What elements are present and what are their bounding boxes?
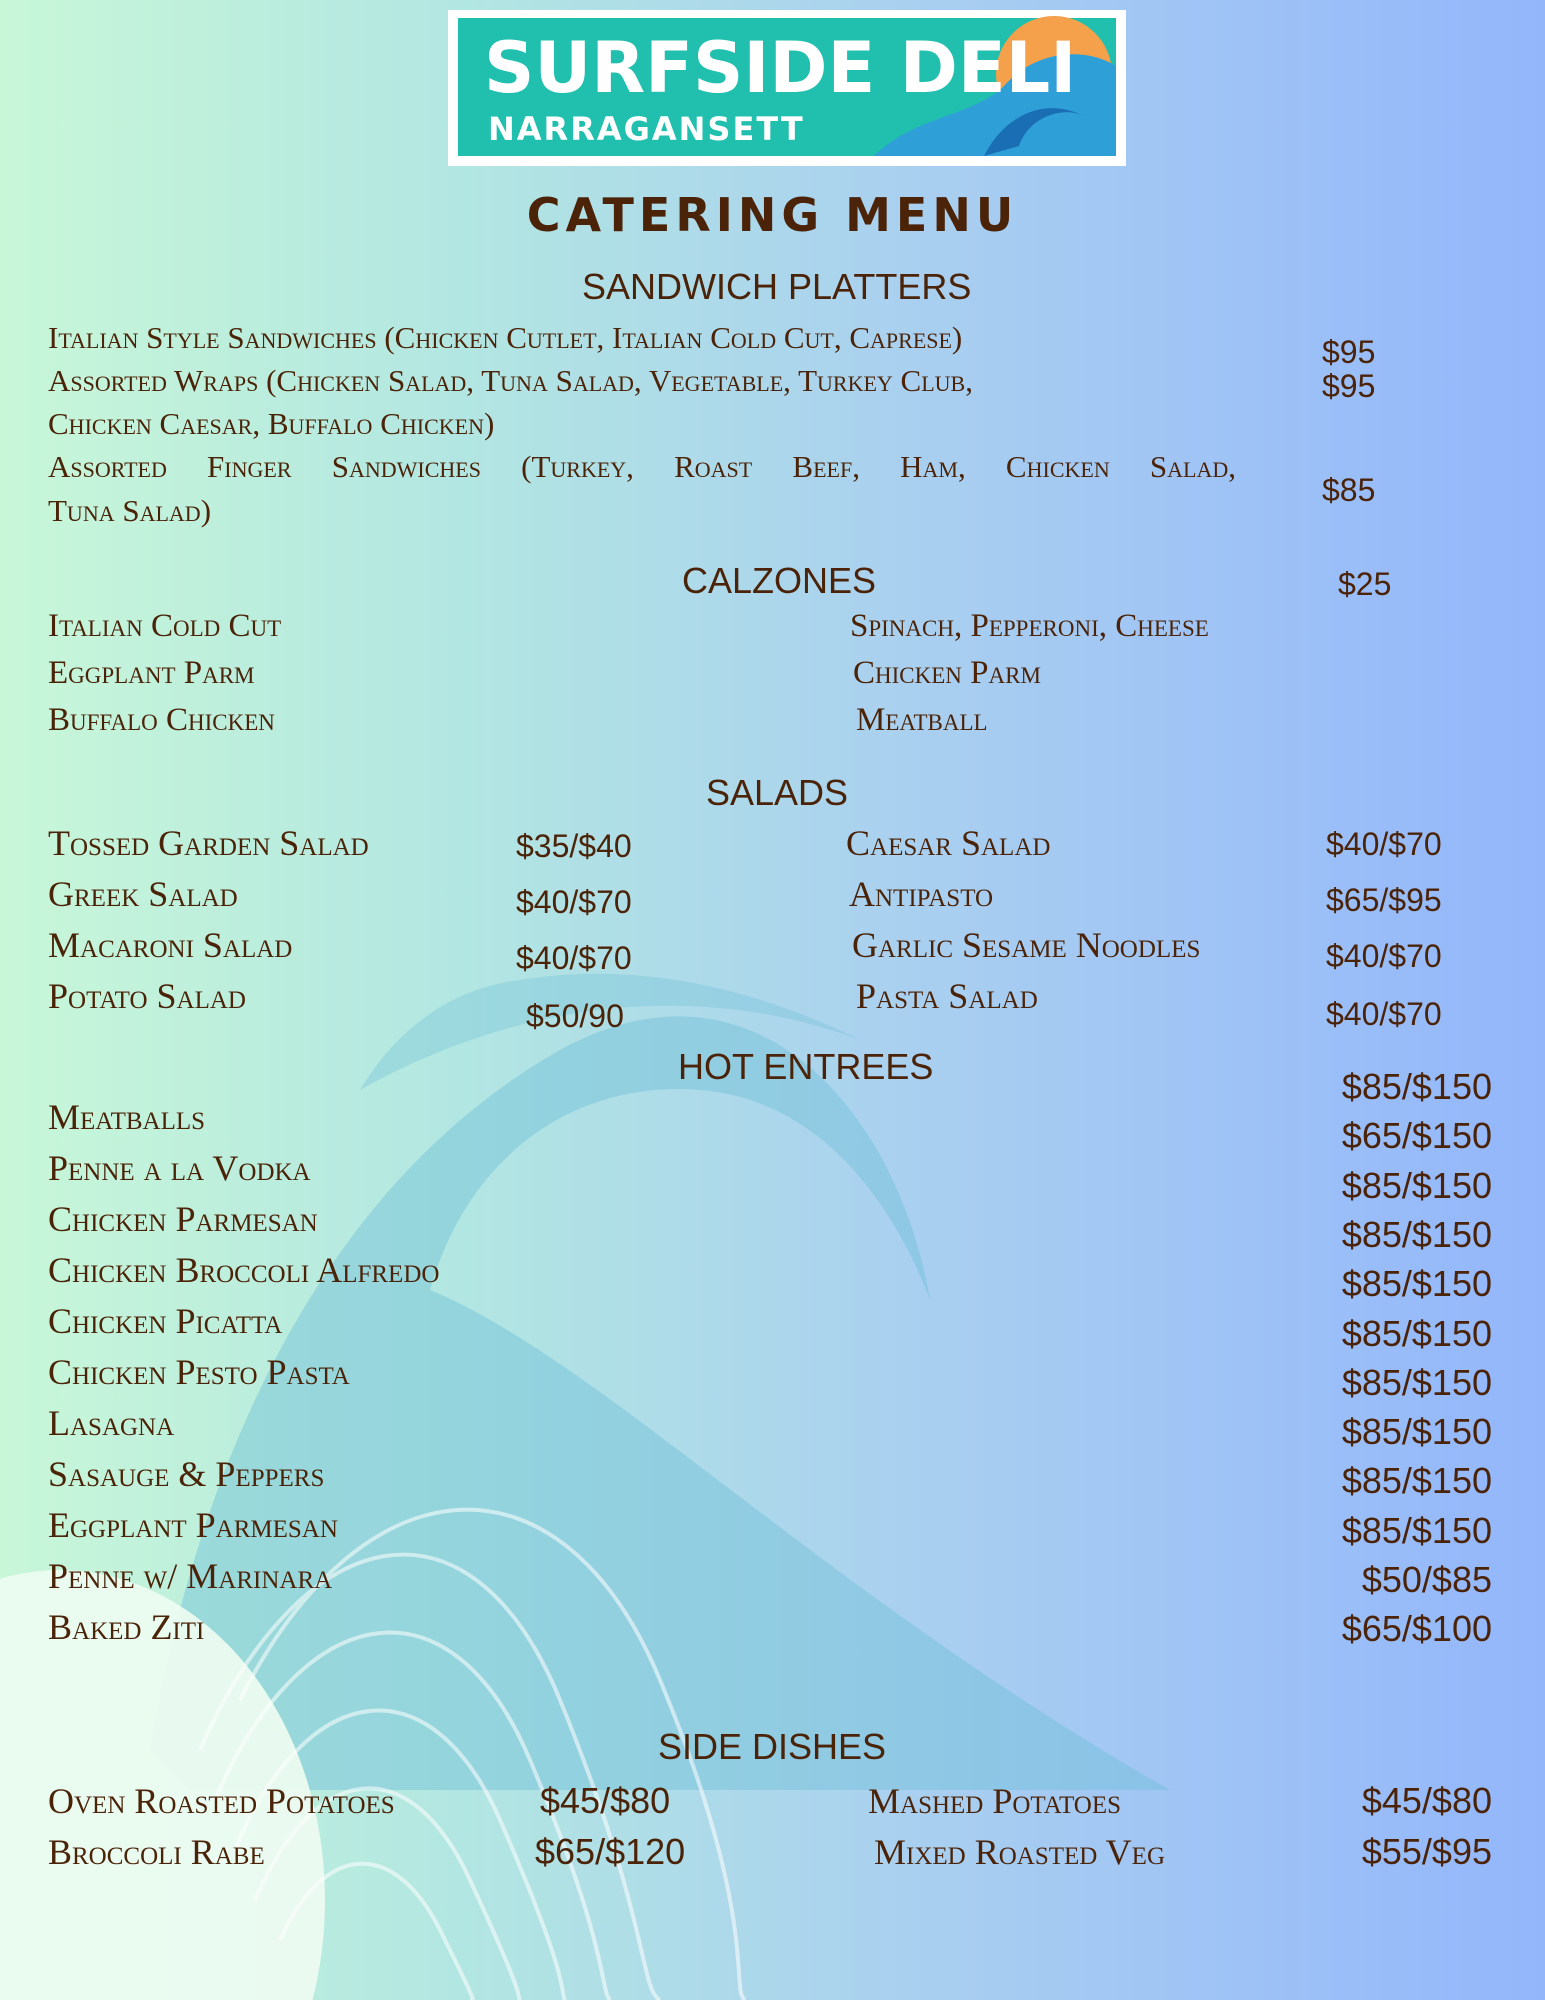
section-heading-sandwich-platters: SANDWICH PLATTERS — [582, 266, 972, 307]
logo-location: NARRAGANSETT — [488, 110, 805, 148]
side-dish-price: $45/$80 — [1361, 1780, 1492, 1821]
hot-entree-item: Lasagna — [48, 1403, 175, 1443]
side-dish-item: Broccoli Rabe — [48, 1832, 265, 1872]
hot-entree-item: Chicken Broccoli Alfredo — [48, 1250, 440, 1290]
hot-entree-item: Chicken Pesto Pasta — [48, 1352, 350, 1392]
salad-item: Caesar Salad — [846, 823, 1051, 863]
calzone-item: Italian Cold Cut — [48, 608, 282, 644]
hot-entree-price: $65/$150 — [1341, 1115, 1492, 1157]
side-dish-price: $45/$80 — [540, 1780, 671, 1821]
hot-entree-item: Penne a la Vodka — [48, 1148, 311, 1188]
hot-entree-price: $65/$100 — [1341, 1608, 1492, 1650]
hot-entree-price: $85/$150 — [1341, 1460, 1492, 1502]
hot-entree-item: Meatballs — [48, 1097, 206, 1137]
side-dish-price: $55/$95 — [1361, 1831, 1492, 1872]
calzone-item: Meatball — [856, 702, 988, 738]
section-heading-side-dishes: SIDE DISHES — [658, 1726, 887, 1767]
surfside-deli-logo — [444, 6, 1130, 170]
menu-item-name: Italian Style Sandwiches (Chicken Cutlet, Italian Cold Cut, Caprese) — [48, 320, 963, 355]
section-heading-hot-entrees: HOT ENTREES — [678, 1046, 934, 1087]
hot-entree-price: $85/$150 — [1341, 1361, 1492, 1403]
section-heading-calzones: CALZONES — [682, 560, 877, 601]
salad-item: Tossed Garden Salad — [48, 823, 369, 863]
side-dish-item: Mashed Potatoes — [868, 1781, 1122, 1821]
salad-price: $40/$70 — [516, 884, 632, 920]
menu-item-name: Assorted Wraps (Chicken Salad, Tuna Salad, Vegetable, Turkey Club, — [48, 363, 973, 398]
hot-entree-item: Sasauge & Peppers — [48, 1454, 325, 1494]
hot-entree-price: $85/$150 — [1341, 1213, 1492, 1255]
hot-entree-item: Chicken Picatta — [48, 1301, 283, 1341]
hot-entree-price: $85/$150 — [1341, 1164, 1492, 1206]
salad-price: $65/$95 — [1326, 882, 1442, 918]
hot-entree-price: $85/$150 — [1341, 1411, 1492, 1453]
calzone-price: $25 — [1338, 566, 1392, 602]
menu-item-name: Assorted Finger Sandwiches (Turkey, Roast Beef, Ham, Chicken Salad, — [48, 449, 1236, 484]
salad-price: $40/$70 — [516, 940, 632, 976]
side-dish-price: $65/$120 — [535, 1831, 686, 1872]
menu-item-price: $95 — [1322, 334, 1376, 370]
salad-price: $50/90 — [526, 998, 624, 1034]
salad-price: $40/$70 — [1326, 938, 1442, 974]
calzone-item: Spinach, Pepperoni, Cheese — [850, 608, 1209, 644]
salad-price: $35/$40 — [516, 828, 632, 864]
hot-entree-item: Baked Ziti — [48, 1607, 205, 1647]
salad-item: Garlic Sesame Noodles — [852, 925, 1201, 965]
calzone-item: Eggplant Parm — [48, 655, 255, 691]
section-heading-salads: SALADS — [706, 772, 849, 813]
salad-price: $40/$70 — [1326, 826, 1442, 862]
hot-entree-price: $85/$150 — [1341, 1509, 1492, 1551]
salad-item: Antipasto — [849, 874, 994, 914]
side-dish-item: Oven Roasted Potatoes — [48, 1781, 395, 1821]
menu-item-name-continued: Chicken Caesar, Buffalo Chicken) — [48, 406, 495, 441]
salad-price: $40/$70 — [1326, 996, 1442, 1032]
calzone-item: Chicken Parm — [853, 655, 1041, 691]
menu-item-name-continued: Tuna Salad) — [48, 493, 212, 528]
hot-entree-price: $50/$85 — [1361, 1559, 1492, 1600]
hot-entree-price: $85/$150 — [1341, 1312, 1492, 1354]
calzone-item: Buffalo Chicken — [48, 702, 275, 738]
wave-silhouette — [150, 1016, 1170, 1790]
salad-item: Greek Salad — [48, 874, 238, 914]
logo-name: SURFSIDE DELI — [484, 27, 1077, 109]
side-dish-item: Mixed Roasted Veg — [874, 1832, 1166, 1872]
hot-entree-item: Penne w/ Marinara — [48, 1556, 333, 1596]
menu-title: CATERING MENU — [526, 188, 1019, 242]
hot-entree-price: $85/$150 — [1341, 1066, 1492, 1107]
salad-item: Potato Salad — [48, 976, 246, 1016]
hot-entree-item: Eggplant Parmesan — [48, 1505, 338, 1545]
salad-item: Macaroni Salad — [48, 925, 293, 965]
salad-item: Pasta Salad — [856, 976, 1038, 1016]
menu-item-price: $85 — [1322, 472, 1376, 508]
menu-item-price: $95 — [1322, 368, 1376, 404]
hot-entree-item: Chicken Parmesan — [48, 1199, 318, 1239]
hot-entree-price: $85/$150 — [1341, 1263, 1492, 1305]
